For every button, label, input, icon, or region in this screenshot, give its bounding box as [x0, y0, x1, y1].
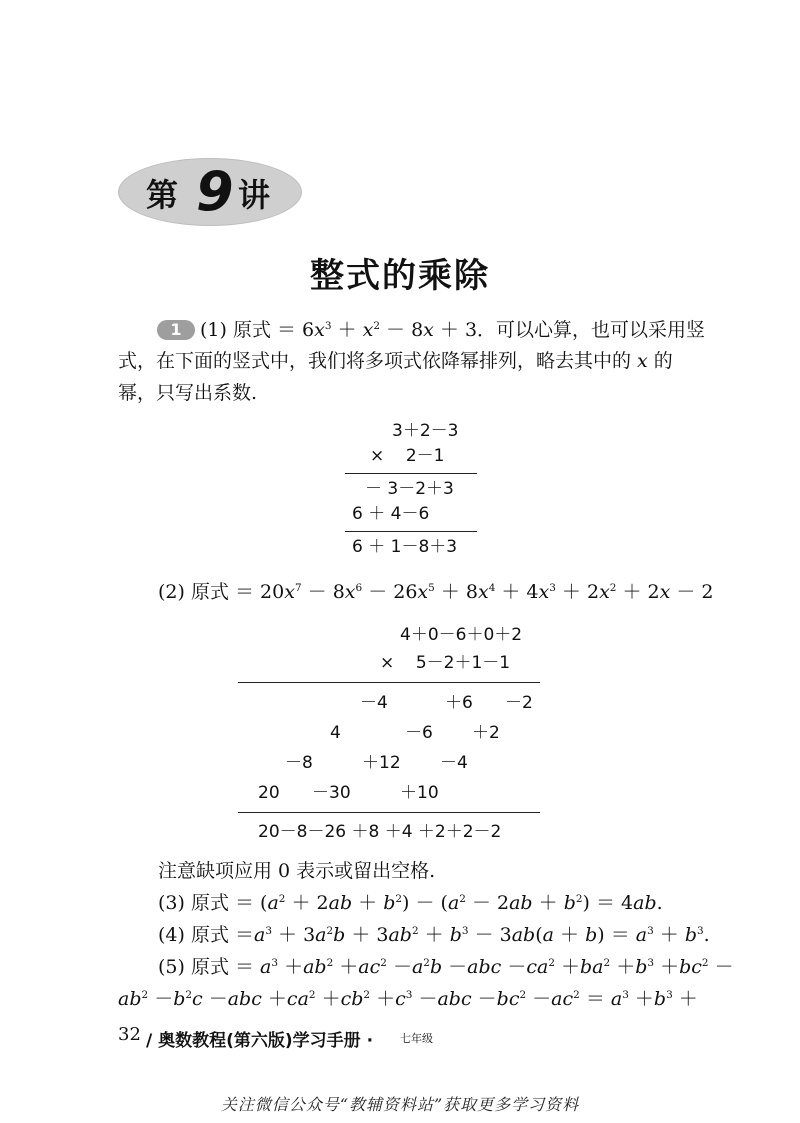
- watermark-text: 关注微信公众号“教辅资料站”获取更多学习资料: [220, 1095, 580, 1114]
- part1-lead: (1) 原式 ＝: [200, 319, 303, 341]
- vertical1-row: 3＋2－3: [392, 421, 459, 441]
- vertical1-row: 6 ＋ 4－6: [352, 504, 430, 524]
- vertical2-cell: －4: [360, 693, 388, 713]
- note-text: 注意缺项应用 0 表示或留出空格.: [158, 860, 436, 882]
- page-number: 32: [118, 1024, 141, 1045]
- part1-text: ．可以心算，也可以采用竖: [477, 319, 706, 341]
- part5-line1: (5) 原式 ＝ $a^3 +ab^2 +ac^2 -a^2b -abc -ca^2 +ba^2 +b^3 +bc^2$ －: [158, 956, 734, 978]
- vertical2-row: × 5－2＋1－1: [380, 653, 511, 673]
- part5-expression-1: $a^3 +ab^2 +ac^2 -a^2b -abc -ca^2 +ba^2 +b^3 +bc^2$ －: [260, 956, 734, 978]
- grade-label: 七年级: [400, 1032, 433, 1045]
- part3-line: (3) 原式 ＝ $(a^2 + 2ab + b^2) - (a^2 - 2ab + b^2) = 4ab$.: [158, 892, 663, 914]
- vertical1-row: × 2－1: [370, 446, 445, 466]
- lecture-label-jiang: 讲: [238, 176, 271, 214]
- page-title: 整式的乘除: [310, 256, 490, 296]
- part4-expression: $a^3 + 3a^2b + 3ab^2 + b^3 - 3ab(a + b) = a^3 + b^3$.: [254, 924, 710, 946]
- part5-line2: [118, 990, 698, 1009]
- lecture-label-di: 第: [146, 176, 179, 214]
- vertical2-cell: －30: [312, 783, 351, 803]
- vertical2-cell: 20: [258, 783, 280, 803]
- part1-line3: 幂，只写出系数.: [118, 382, 258, 404]
- vertical1-row: 6 ＋ 1－8＋3: [352, 537, 458, 557]
- vertical2-cell: ＋6: [445, 693, 473, 713]
- part1-line1: [200, 321, 705, 340]
- question-number-badge: 1: [157, 320, 195, 340]
- part2-expression: $20x^7 - 8x^6 - 26x^5 + 8x^4 + 4x^3 + 2x^2 + 2x - 2$: [260, 581, 714, 603]
- vertical2-cell: ＋2: [472, 723, 500, 743]
- part5-expression-2: $ab^2 -b^2c -abc +ca^2 +cb^2 +c^3 -abc -bc^2 -ac^2 = a^3 +b^3$ ＋: [118, 988, 698, 1010]
- part2-line: (2) 原式 ＝ $20x^7 - 8x^6 - 26x^5 + 8x^4 + 4x^3 + 2x^2 + 2x - 2$: [158, 581, 714, 603]
- vertical2-cell: －6: [405, 723, 433, 743]
- vertical2-cell: ＋10: [400, 783, 439, 803]
- vertical1-row: － 3－2＋3: [365, 479, 454, 499]
- vertical1-rule: [345, 473, 477, 474]
- lecture-number: 9: [196, 160, 234, 223]
- vertical2-cell: ＋12: [362, 753, 401, 773]
- book-title: / 奥数教程(第六版)学习手册 ·: [146, 1031, 374, 1051]
- part1-expression: $6x^3 + x^2 - 8x + 3$: [302, 319, 478, 341]
- vertical2-cell: －4: [440, 753, 468, 773]
- vertical2-cell: －2: [505, 693, 533, 713]
- part4-line: (4) 原式 $=a^3 + 3a^2b + 3ab^2 + b^3 - 3ab(a + b) = a^3 + b^3$.: [158, 924, 710, 946]
- vertical2-cell: －8: [285, 753, 313, 773]
- vertical2-row: 20－8－26 ＋8 ＋4 ＋2＋2－2: [258, 822, 502, 842]
- vertical2-cell: 4: [330, 723, 341, 743]
- part1-line2: 式，在下面的竖式中，我们将多项式依降幂排列，略去其中的 x 的: [118, 350, 673, 372]
- vertical1-rule: [345, 531, 477, 532]
- vertical2-rule: [238, 682, 540, 683]
- vertical2-rule: [238, 812, 540, 813]
- vertical2-row: 4＋0－6＋0＋2: [400, 625, 523, 645]
- part3-expression: $(a^2 + 2ab + b^2) - (a^2 - 2ab + b^2) = 4ab$.: [260, 892, 663, 914]
